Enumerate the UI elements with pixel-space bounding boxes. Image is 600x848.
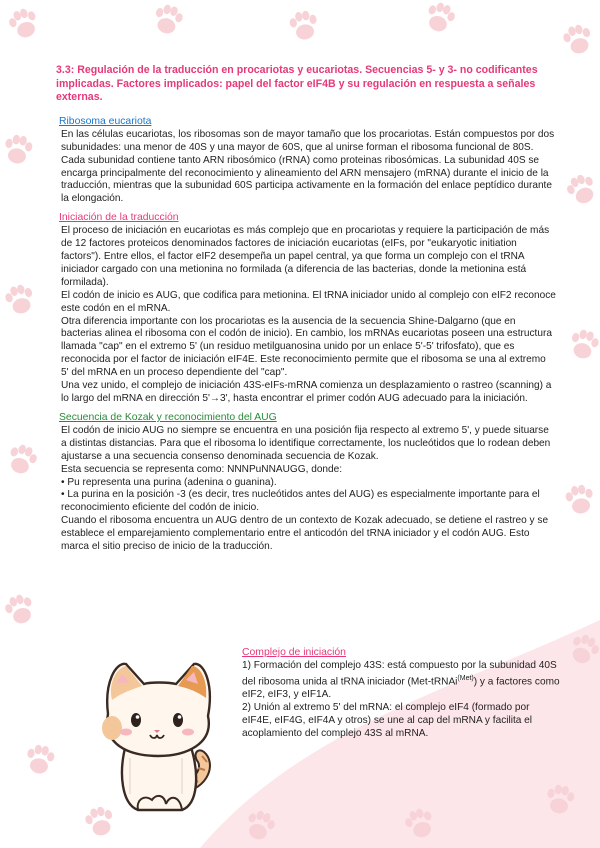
list-item-text: 1) Formación del complejo 43S: está compuesto por la subunidad 40S del ribosoma unida al tRNA iniciador (Met-tRNAi	[242, 660, 557, 688]
paw-print-icon	[2, 591, 37, 627]
section-heading: Secuencia de Kozak y reconocimiento del AUG	[59, 411, 277, 423]
bullet-item: • La purina en la posición -3 (es decir, tres nucleótidos antes del AUG) es especialmente importante para el reconocimiento eficiente del codón de inicio.	[61, 489, 540, 514]
paragraph: En las células eucariotas, los ribosomas son de mayor tamaño que los procariotas. Están compuestos por dos subunidades: una menor de 40S y una mayor de 60S, que al unirse forman el ribosoma funcional de 80S.	[61, 128, 555, 153]
superscript: (Met)	[457, 674, 474, 682]
paw-print-icon	[151, 2, 185, 36]
paragraph: El proceso de iniciación en eucariotas es más complejo que en procariotas y requiere la participación de más de 12 factores proteicos denominados factores de iniciación eucariotas (eIFs, por "eukaryotic initiation factors"). Entre ellos, el factor eIF2 desempeña un papel central, ya que forma un complejo con el tRNA iniciador cargado con una metionina no formilada (a diferencia de las bacterias, donde la metionina está formilada).	[61, 225, 550, 288]
paragraph: Cuando el ribosoma encuentra un AUG dentro de un contexto de Kozak adecuado, se detiene el rastreo y se establece el emparejamiento complementario entre el anticodón del tRNA iniciador y el codón AUG. Esto marca el sitio preciso de inicio de la traducción.	[61, 515, 549, 553]
paw-print-icon	[5, 441, 40, 477]
paragraph: El codón de inicio es AUG, que codifica para metionina. El tRNA iniciador unido al complejo con eIF2 reconoce este codón en el mRNA.	[61, 289, 556, 314]
paw-print-icon	[561, 22, 595, 56]
paw-print-icon	[24, 743, 56, 776]
section-heading: Iniciación de la traducción	[59, 212, 179, 224]
list-item-text: ) y a factores como eIF2, eIF3, y eIF1A.	[242, 676, 560, 701]
paragraph: El codón de inicio AUG no siempre se encuentra en una posición fija respecto al extremo 5', y puede situarse a distintas distancias. Para que el ribosoma lo identifique correctamente, los nucleótidos que lo rodean deben ajustarse a una secuencia consenso denominada secuencia de Kozak.	[61, 424, 551, 462]
paragraph: Cada subunidad contiene tanto ARN ribosómico (rRNA) como proteinas ribosómicas. La subunidad 40S se encarga principalmente del reconocimiento y alineamiento del ARN mensajero (mRNA) durante el inicio de la traducción, mientras que la subunidad 60S participa activamente en la formación del enlace peptídico durante la elongación.	[61, 154, 552, 205]
paw-print-icon	[566, 631, 600, 668]
paw-print-icon	[288, 9, 320, 42]
paw-print-icon	[544, 783, 576, 816]
paragraph: Una vez unido, el complejo de iniciación 43S-eIFs-mRNA comienza un desplazamiento o rastreo (scanning) a lo largo del mRNA en dirección 5'→3', hasta encontrar el primer codón AUG adecuado para la iniciación.	[61, 380, 552, 404]
paw-print-icon	[402, 805, 437, 841]
section-complejo-iniciacion	[242, 646, 560, 741]
bullet-item: • Pu representa una purina (adenina o guanina).	[61, 476, 277, 488]
paw-print-icon	[563, 171, 600, 208]
paragraph: Esta secuencia se representa como: NNNPuNNAUGG, donde:	[61, 463, 343, 475]
page-title: 3.3: Regulación de la traducción en procariotas y eucariotas. Secuencias 5- y 3- no codificantes implicadas. Factores implicados: papel del factor eIF4B y su regulación en respuesta a señales externas.	[56, 64, 538, 104]
paw-print-icon	[6, 5, 41, 41]
list-item: 2) Unión al extremo 5' del mRNA: el complejo eIF4 (formado por eIF4E, eIF4G, eIF4A y otros) se une al cap del mRNA y facilita el acoplamiento del complejo 43S al mRNA.	[242, 702, 533, 739]
paw-print-icon	[423, 0, 458, 35]
section-kozak	[56, 411, 556, 554]
paw-print-icon	[564, 483, 596, 516]
paw-print-icon	[567, 327, 600, 361]
section-ribosoma-eucariota	[56, 115, 556, 206]
paragraph: Otra diferencia importante con los procariotas es la ausencia de la secuencia Shine-Dalgarno (que en bacterias alinea el ribosoma con el codón de inicio). En cambio, los mRNAs eucariotas poseen una estructura llamada "cap" en el extremo 5' (un residuo metilguanosina unido por un enlace 5'-5' trifosfato), que es reconocida por el factor de iniciación eIF4E. Este reconocimiento permite que el ribosoma se una al extremo 5' del mRNA en un proceso dependiente del "cap".	[61, 315, 552, 379]
paw-print-icon	[3, 282, 37, 316]
list-item	[242, 660, 560, 702]
section-iniciacion	[56, 211, 556, 406]
section-heading: Complejo de iniciación	[242, 647, 346, 658]
paw-print-icon	[2, 133, 34, 166]
paw-print-icon	[243, 807, 278, 843]
section-heading: Ribosoma eucariota	[59, 115, 152, 127]
main-content	[56, 64, 556, 559]
cat-illustration	[86, 644, 226, 819]
